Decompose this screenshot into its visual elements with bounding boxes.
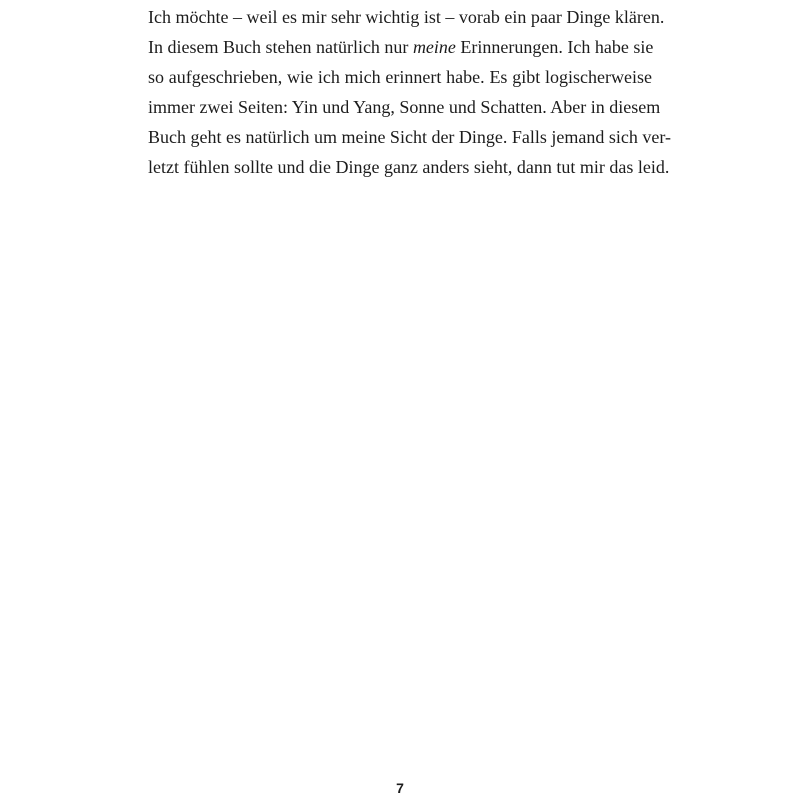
text-line-2-start: In diesem Buch stehen natürlich nur: [148, 37, 413, 57]
text-line-1: Ich möchte – weil es mir sehr wichtig ist – vorab ein paar Dinge klären.: [148, 7, 665, 27]
text-line-2: [148, 32, 652, 62]
text-line-2-end: Erinnerungen. Ich habe sie: [455, 37, 654, 57]
body-paragraph: [148, 0, 672, 182]
page-number: 7: [396, 780, 404, 796]
text-line-6: letzt fühlen sollte und die Dinge ganz anders sieht, dann tut mir das leid.: [148, 157, 670, 177]
text-line-4: immer zwei Seiten: Yin und Yang, Sonne und Schatten. Aber in diesem: [148, 97, 661, 117]
text-line-5: Buch geht es natürlich um meine Sicht der Dinge. Falls jemand sich ver-: [148, 127, 672, 147]
emphasized-word: meine: [412, 37, 456, 57]
text-line-3: so aufgeschrieben, wie ich mich erinnert habe. Es gibt logischerweise: [148, 67, 652, 87]
